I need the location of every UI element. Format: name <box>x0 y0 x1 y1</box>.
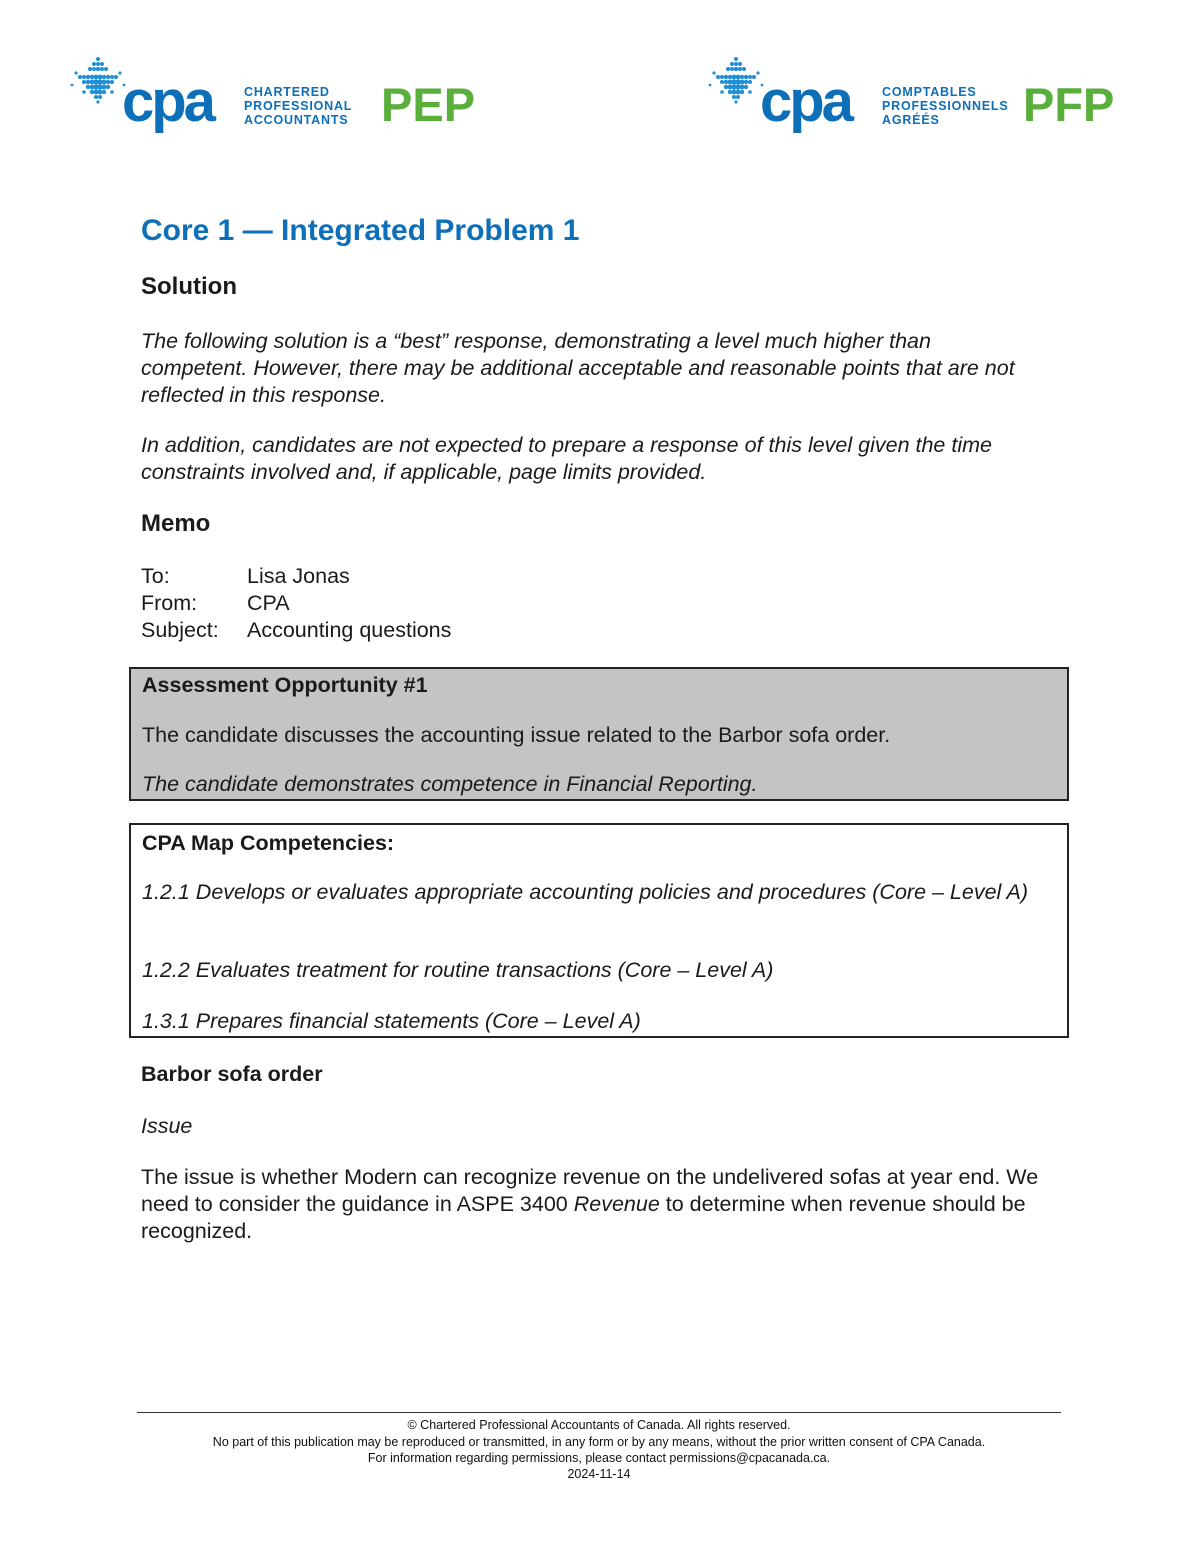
cpa-wordmark: cpa <box>122 69 213 134</box>
cpa-logo-english <box>70 55 500 140</box>
cpa-logo-french <box>708 55 1138 140</box>
memo-subject-value: Accounting questions <box>247 618 452 642</box>
section-heading: Barbor sofa order <box>141 1062 323 1086</box>
competencies-box <box>129 823 1069 1038</box>
page-title: Core 1 — Integrated Problem 1 <box>141 214 580 247</box>
assessment-opportunity-box <box>129 667 1069 801</box>
memo-subject-row <box>141 617 451 644</box>
solution-heading: Solution <box>141 273 237 300</box>
footer-divider <box>137 1412 1061 1413</box>
cpa-wordmark: cpa <box>760 69 851 134</box>
section-text-before: The issue is whether Modern can recognize revenue on the undelivered sofas at year end. We need to consider the guidance in ASPE 3400 <box>141 1165 1039 1216</box>
memo-from-value: CPA <box>247 591 290 615</box>
footer-copyright: © Chartered Professional Accountants of Canada. All rights reserved. <box>407 1418 791 1432</box>
memo-heading: Memo <box>141 510 211 537</box>
memo-to-value: Lisa Jonas <box>247 564 350 588</box>
memo-from-row <box>141 590 290 617</box>
logo-tagline <box>244 85 352 127</box>
program-label: PFP <box>1023 78 1115 131</box>
assessment-competence: The candidate demonstrates competence in Financial Reporting. <box>142 772 758 796</box>
section-text-italic: Revenue <box>573 1192 660 1216</box>
maple-leaf-icon <box>708 55 764 117</box>
assessment-text: The candidate discusses the accounting issue related to the Barbor sofa order. <box>142 723 891 747</box>
assessment-title: Assessment Opportunity #1 <box>142 673 428 697</box>
tagline-line: CHARTERED <box>244 85 330 99</box>
memo-to-row <box>141 563 350 590</box>
footer-notice: No part of this publication may be reproduced or transmitted, in any form or by any means, without the prior written consent of CPA Canada. <box>212 1435 986 1449</box>
memo-to-label: To: <box>141 564 170 588</box>
tagline-line: PROFESSIONAL <box>244 99 353 113</box>
section-paragraph <box>141 1164 1041 1245</box>
competencies-title: CPA Map Competencies: <box>142 831 395 855</box>
competency-item: 1.2.1 Develops or evaluates appropriate accounting policies and procedures (Core – Level A) <box>142 880 1029 904</box>
tagline-line: ACCOUNTANTS <box>244 113 349 127</box>
logo-tagline <box>882 85 1009 127</box>
tagline-line: COMPTABLES <box>882 85 977 99</box>
competency-item: 1.2.2 Evaluates treatment for routine transactions (Core – Level A) <box>142 958 774 982</box>
memo-from-label: From: <box>141 591 198 615</box>
program-label: PEP <box>381 78 476 131</box>
maple-leaf-icon <box>70 55 126 117</box>
section-subheading: Issue <box>141 1114 193 1138</box>
memo-subject-label: Subject: <box>141 618 219 642</box>
competency-item: 1.3.1 Prepares financial statements (Core – Level A) <box>142 1009 641 1033</box>
tagline-line: PROFESSIONNELS <box>882 99 1009 113</box>
footer-date: 2024-11-14 <box>567 1467 631 1481</box>
solution-paragraph-1: The following solution is a “best” response, demonstrating a level much higher than competent. However, there may be additional acceptable and reasonable points that are not reflected in this response. <box>141 329 1015 407</box>
footer-permissions: For information regarding permissions, please contact permissions@cpacanada.ca. <box>367 1451 831 1465</box>
solution-paragraph-2: In addition, candidates are not expected to prepare a response of this level given the time constraints involved and, if applicable, page limits provided. <box>141 433 992 484</box>
tagline-line: AGRÉÉS <box>882 113 940 127</box>
section-text-after: to determine when revenue should be recognized. <box>141 1192 1026 1243</box>
